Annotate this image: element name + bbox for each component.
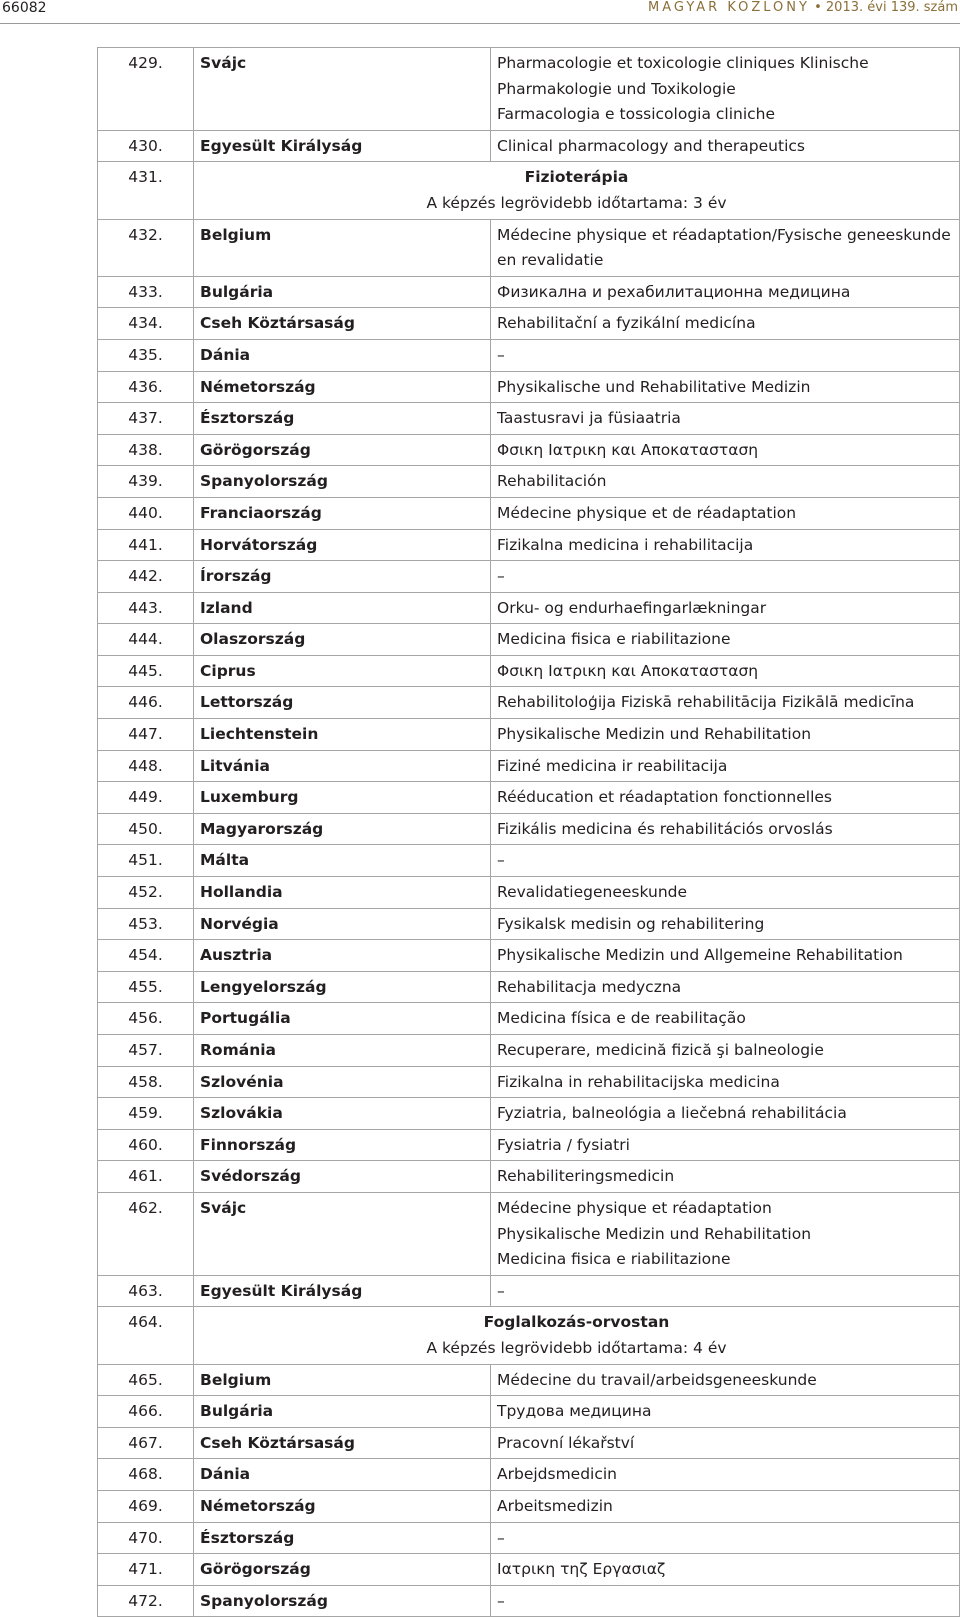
country-name: Cseh Köztársaság [194,1427,491,1459]
specialty-title: Pharmacologie et toxicologie cliniques Klinische Pharmakologie und Toxikologie Farmacologia e tossicologia cliniche [491,48,960,131]
row-number: 461. [98,1161,194,1193]
table-row [98,561,960,593]
row-number: 453. [98,908,194,940]
specialty-title: – [491,339,960,371]
row-number: 441. [98,529,194,561]
journal-name: MAGYAR KÖZLÖNY [648,0,810,15]
row-number: 439. [98,466,194,498]
country-name: Írország [194,561,491,593]
table-row [98,339,960,371]
page-header [0,0,960,24]
table-row [98,497,960,529]
country-name: Finnország [194,1129,491,1161]
table-row [98,655,960,687]
country-name: Spanyolország [194,1585,491,1617]
row-number: 472. [98,1585,194,1617]
page-number: 66082 [2,0,47,16]
specialty-title: – [491,845,960,877]
specialty-title: Rééducation et réadaptation fonctionnelles [491,782,960,814]
section-heading [194,1307,960,1364]
country-name: Németország [194,371,491,403]
specialty-title: Fysiatria / fysiatri [491,1129,960,1161]
country-name: Norvégia [194,908,491,940]
country-name: Belgium [194,219,491,276]
table-row [98,162,960,219]
specialty-title: Physikalische und Rehabilitative Medizin [491,371,960,403]
table-row [98,1098,960,1130]
row-number: 466. [98,1396,194,1428]
country-name: Spanyolország [194,466,491,498]
journal-title [648,0,958,15]
specialty-title: Orku- og endurhaefingarlækningar [491,592,960,624]
specialty-title: Arbeitsmedizin [491,1490,960,1522]
table-row [98,971,960,1003]
row-number: 432. [98,219,194,276]
specialty-title: Recuperare, medicină fizică şi balneologie [491,1035,960,1067]
specialty-title: Fizikális medicina és rehabilitációs orvoslás [491,813,960,845]
table-row [98,1427,960,1459]
row-number: 437. [98,403,194,435]
country-name: Ciprus [194,655,491,687]
table-row [98,719,960,751]
country-name: Bulgária [194,1396,491,1428]
country-name: Észtország [194,1522,491,1554]
table-row [98,1490,960,1522]
row-number: 454. [98,940,194,972]
table-row [98,219,960,276]
row-number: 456. [98,1003,194,1035]
row-number: 448. [98,750,194,782]
row-number: 433. [98,276,194,308]
specialty-title: – [491,561,960,593]
row-number: 459. [98,1098,194,1130]
section-title: Fizioterápia [524,168,629,187]
specialty-title: – [491,1585,960,1617]
row-number: 444. [98,624,194,656]
specialty-title: Clinical pharmacology and therapeutics [491,130,960,162]
country-name: Észtország [194,403,491,435]
country-name: Horvátország [194,529,491,561]
specialty-title: Трудова медицина [491,1396,960,1428]
table-row [98,624,960,656]
row-number: 465. [98,1364,194,1396]
row-number: 430. [98,130,194,162]
specialty-title: Φσικη Ιατρικη και Αποκατασταση [491,434,960,466]
table-row [98,687,960,719]
table-body [98,48,960,1617]
country-name: Bulgária [194,276,491,308]
specialty-title: Taastusravi ja füsiaatria [491,403,960,435]
section-heading [194,162,960,219]
table-row [98,1585,960,1617]
table-row [98,434,960,466]
country-name: Málta [194,845,491,877]
country-name: Szlovákia [194,1098,491,1130]
country-name: Hollandia [194,877,491,909]
table-row [98,1192,960,1275]
specialty-title: Revalidatiegeneeskunde [491,877,960,909]
specialty-title: Fiziné medicina ir reabilitacija [491,750,960,782]
specialty-title: – [491,1275,960,1307]
country-name: Németország [194,1490,491,1522]
specialty-title: Physikalische Medizin und Rehabilitation [491,719,960,751]
table-row [98,276,960,308]
country-name: Dánia [194,1459,491,1491]
row-number: 455. [98,971,194,1003]
issue-label: 2013. évi 139. szám [825,0,958,15]
country-name: Románia [194,1035,491,1067]
specialty-title: Rehabilitační a fyzikální medicína [491,308,960,340]
row-number: 467. [98,1427,194,1459]
row-number: 464. [98,1307,194,1364]
row-number: 435. [98,339,194,371]
specialty-title: Medicina física e de reabilitação [491,1003,960,1035]
table-row [98,403,960,435]
country-name: Görögország [194,1554,491,1586]
section-duration: A képzés legrövidebb időtartama: 4 év [426,1338,727,1357]
country-name: Lengyelország [194,971,491,1003]
row-number: 440. [98,497,194,529]
table-row [98,750,960,782]
country-name: Litvánia [194,750,491,782]
row-number: 445. [98,655,194,687]
table-row [98,940,960,972]
row-number: 463. [98,1275,194,1307]
row-number: 462. [98,1192,194,1275]
table-row [98,845,960,877]
row-number: 434. [98,308,194,340]
header-rule [0,23,960,24]
country-name: Görögország [194,434,491,466]
table-row [98,813,960,845]
country-name: Olaszország [194,624,491,656]
country-name: Cseh Köztársaság [194,308,491,340]
specialty-title: Médecine physique et de réadaptation [491,497,960,529]
specialty-title: Физикална и рехабилитационна медицина [491,276,960,308]
specialty-title: Médecine physique et réadaptation Physikalische Medizin und Rehabilitation Medicina fisica e riabilitazione [491,1192,960,1275]
country-name: Lettország [194,687,491,719]
country-name: Svájc [194,1192,491,1275]
table-row [98,1522,960,1554]
row-number: 470. [98,1522,194,1554]
specialty-title: Médecine du travail/arbeidsgeneeskunde [491,1364,960,1396]
header-bullet: • [814,0,822,15]
specialty-title: Fizikalna medicina i rehabilitacija [491,529,960,561]
country-name: Belgium [194,1364,491,1396]
table-row [98,877,960,909]
row-number: 431. [98,162,194,219]
row-number: 471. [98,1554,194,1586]
specialty-table [97,47,960,1617]
row-number: 443. [98,592,194,624]
table-row [98,592,960,624]
table-row [98,371,960,403]
specialty-title: Rehabilitación [491,466,960,498]
table-row [98,466,960,498]
country-name: Franciaország [194,497,491,529]
row-number: 438. [98,434,194,466]
table-row [98,1066,960,1098]
table-row [98,782,960,814]
specialty-title: Médecine physique et réadaptation/Fysische geneeskunde en revalidatie [491,219,960,276]
specialty-title: Rehabiliteringsmedicin [491,1161,960,1193]
table-row [98,1554,960,1586]
row-number: 429. [98,48,194,131]
country-name: Svájc [194,48,491,131]
table-row [98,130,960,162]
country-name: Magyarország [194,813,491,845]
specialty-title: Fysikalsk medisin og rehabilitering [491,908,960,940]
row-number: 442. [98,561,194,593]
specialty-title: Physikalische Medizin und Allgemeine Rehabilitation [491,940,960,972]
row-number: 449. [98,782,194,814]
row-number: 458. [98,1066,194,1098]
row-number: 451. [98,845,194,877]
specialty-title: Rehabilitoloģija Fiziskā rehabilitācija Fizikālā medicīna [491,687,960,719]
specialty-title: Fyziatria, balneológia a liečebná rehabilitácia [491,1098,960,1130]
section-duration: A képzés legrövidebb időtartama: 3 év [426,193,727,212]
specialty-title: Pracovní lékařství [491,1427,960,1459]
table-row [98,1035,960,1067]
country-name: Portugália [194,1003,491,1035]
table-row [98,308,960,340]
country-name: Egyesült Királyság [194,1275,491,1307]
specialty-title: Φσικη Ιατρικη και Αποκατασταση [491,655,960,687]
row-number: 446. [98,687,194,719]
specialty-title: Ιατρικη τηζ Εργασιαζ [491,1554,960,1586]
table-row [98,1129,960,1161]
country-name: Szlovénia [194,1066,491,1098]
row-number: 447. [98,719,194,751]
table-row [98,1307,960,1364]
table-row [98,1003,960,1035]
country-name: Egyesült Királyság [194,130,491,162]
country-name: Dánia [194,339,491,371]
table-row [98,1364,960,1396]
specialty-title: Arbejdsmedicin [491,1459,960,1491]
country-name: Svédország [194,1161,491,1193]
row-number: 436. [98,371,194,403]
row-number: 450. [98,813,194,845]
specialty-title: Medicina fisica e riabilitazione [491,624,960,656]
table-row [98,1161,960,1193]
table-row [98,1396,960,1428]
row-number: 460. [98,1129,194,1161]
country-name: Izland [194,592,491,624]
country-name: Luxemburg [194,782,491,814]
specialty-title: Fizikalna in rehabilitacijska medicina [491,1066,960,1098]
country-name: Ausztria [194,940,491,972]
specialty-title: Rehabilitacja medyczna [491,971,960,1003]
table-row [98,1459,960,1491]
row-number: 469. [98,1490,194,1522]
table-row [98,1275,960,1307]
table-row [98,48,960,131]
row-number: 457. [98,1035,194,1067]
row-number: 468. [98,1459,194,1491]
row-number: 452. [98,877,194,909]
table-row [98,529,960,561]
table-row [98,908,960,940]
section-title: Foglalkozás-orvostan [483,1313,670,1332]
country-name: Liechtenstein [194,719,491,751]
specialty-title: – [491,1522,960,1554]
